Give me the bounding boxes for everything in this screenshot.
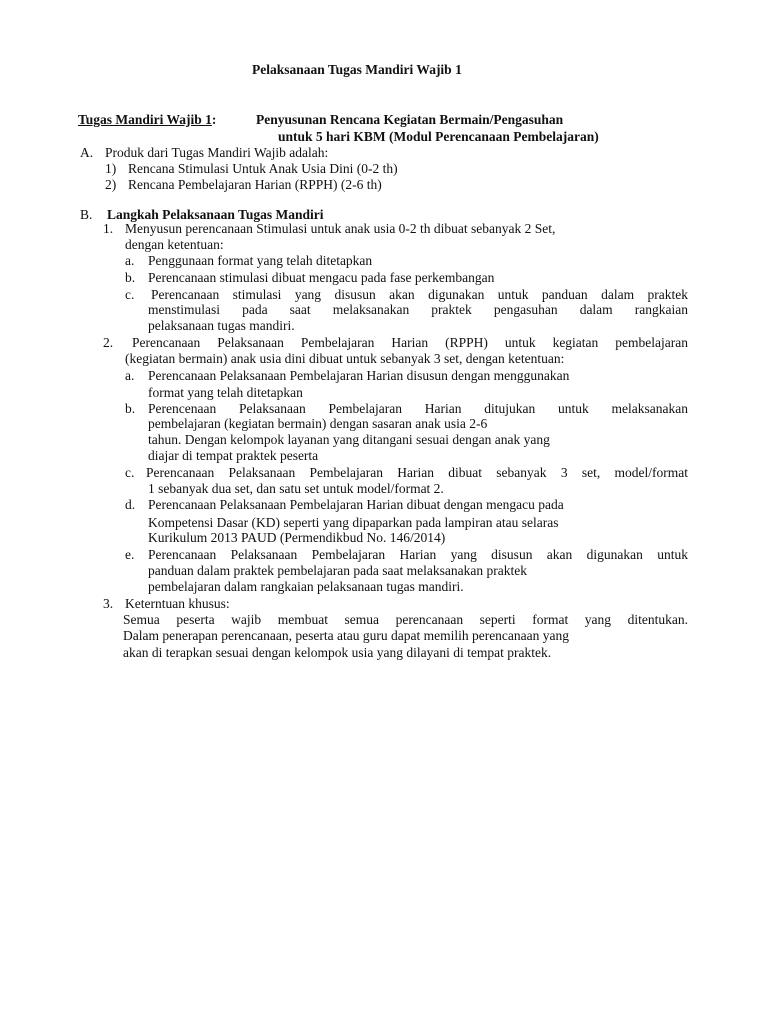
- step-2a-marker: a.: [125, 368, 135, 383]
- step-2e-marker: e.: [125, 547, 135, 562]
- section-a-item-2-marker: 2): [105, 177, 117, 192]
- assignment-colon: :: [211, 112, 217, 127]
- step-1c-line1: Perencanaan stimulasi yang disusun akan digunakan untuk panduan dalam praktek: [151, 287, 688, 302]
- step-2c-marker: c.: [125, 465, 135, 480]
- step-1a-marker: a.: [125, 253, 135, 268]
- step-1-line1: Menyusun perencanaan Stimulasi untuk anak usia 0-2 th dibuat sebanyak 2 Set,: [125, 221, 556, 236]
- step-2a-line1: Perencanaan Pelaksanaan Pembelajaran Harian disusun dengan menggunakan: [148, 368, 570, 383]
- step-2-line1: Perencanaan Pelaksanaan Pembelajaran Harian (RPPH) untuk kegiatan pembelajaran: [132, 335, 688, 350]
- step-1-marker: 1.: [103, 221, 114, 236]
- step-1b-marker: b.: [125, 270, 136, 285]
- assignment-heading: [78, 112, 216, 128]
- step-3-line2: Dalam penerapan perencanaan, peserta atau guru dapat memilih perencanaan yang: [123, 628, 570, 643]
- step-2b-line1: Perencenaan Pelaksanaan Pembelajaran Harian ditujukan untuk melaksanakan: [148, 401, 688, 416]
- step-2e-line3: pembelajaran dalam rangkaian pelaksanaan tugas mandiri.: [148, 579, 464, 594]
- step-2-marker: 2.: [103, 335, 114, 350]
- assignment-title-line2: untuk 5 hari KBM (Modul Perencanaan Pembelajaran): [278, 129, 599, 144]
- step-2b-line2: pembelajaran (kegiatan bermain) dengan sasaran anak usia 2-6: [148, 416, 488, 431]
- step-2d-line1: Perencanaan Pelaksanaan Pembelajaran Harian dibuat dengan mengacu pada: [148, 497, 564, 512]
- section-a-marker: A.: [80, 145, 94, 160]
- section-a-item-1-text: Rencana Stimulasi Untuk Anak Usia Dini (0-2 th): [128, 161, 398, 176]
- step-2b-marker: b.: [125, 401, 136, 416]
- section-a-item-2-text: Rencana Pembelajaran Harian (RPPH) (2-6 th): [128, 177, 382, 192]
- step-2b-line4: diajar di tempat praktek peserta: [148, 448, 319, 463]
- step-1a-line1: Penggunaan format yang telah ditetapkan: [148, 253, 373, 268]
- document-title: Pelaksanaan Tugas Mandiri Wajib 1: [252, 62, 462, 77]
- step-1-line2: dengan ketentuan:: [125, 237, 224, 252]
- step-2a-line2: format yang telah ditetapkan: [148, 385, 303, 400]
- step-2c-line2: 1 sebanyak dua set, dan satu set untuk model/format 2.: [148, 481, 444, 496]
- step-3-title: Keterntuan khusus:: [125, 596, 230, 611]
- step-2d-line3: Kurikulum 2013 PAUD (Permendikbud No. 146/2014): [148, 530, 446, 545]
- assignment-label: Tugas Mandiri Wajib 1: [78, 112, 212, 127]
- step-2d-marker: d.: [125, 497, 136, 512]
- step-1b-line1: Perencanaan stimulasi dibuat mengacu pada fase perkembangan: [148, 270, 495, 285]
- step-3-marker: 3.: [103, 596, 114, 611]
- step-3-line3: akan di terapkan sesuai dengan kelompok usia yang dilayani di tempat praktek.: [123, 645, 552, 660]
- step-3-line1: Semua peserta wajib membuat semua perencanaan seperti format yang ditentukan.: [123, 612, 688, 627]
- step-2e-line1: Perencanaan Pelaksanaan Pembelajaran Harian yang disusun akan digunakan untuk: [148, 547, 688, 562]
- step-1c-marker: c.: [125, 287, 135, 302]
- section-b-marker: B.: [80, 207, 93, 222]
- section-a-item-1-marker: 1): [105, 161, 117, 176]
- step-2c-line1: Perencanaan Pelaksanaan Pembelajaran Harian dibuat sebanyak 3 set, model/format: [146, 465, 688, 480]
- assignment-title-line1: Penyusunan Rencana Kegiatan Bermain/Pengasuhan: [256, 112, 564, 127]
- step-1c-line2: menstimulasi pada saat melaksanakan praktek pengasuhan dalam rangkaian: [148, 302, 688, 317]
- section-a-text: Produk dari Tugas Mandiri Wajib adalah:: [105, 145, 329, 160]
- step-2d-line2: Kompetensi Dasar (KD) seperti yang dipaparkan pada lampiran atau selaras: [148, 515, 559, 530]
- step-1c-line3: pelaksanaan tugas mandiri.: [148, 318, 295, 333]
- step-2e-line2: panduan dalam praktek pembelajaran pada saat melaksanakan praktek: [148, 563, 527, 578]
- step-2-line2: (kegiatan bermain) anak usia dini dibuat untuk sebanyak 3 set, dengan ketentuan:: [125, 351, 565, 366]
- step-2b-line3: tahun. Dengan kelompok layanan yang ditangani sesuai dengan anak yang: [148, 432, 550, 447]
- section-b-title: Langkah Pelaksanaan Tugas Mandiri: [107, 207, 324, 222]
